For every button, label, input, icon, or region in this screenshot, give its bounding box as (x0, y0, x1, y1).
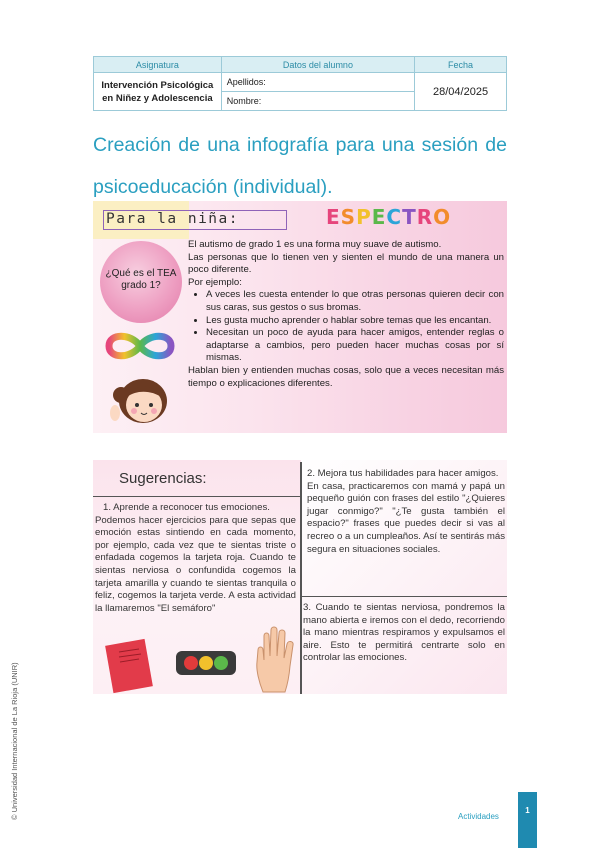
divider-line (93, 496, 300, 497)
red-card-image (101, 638, 159, 694)
intro-line-2: Las personas que lo tienen ven y sienten el mundo de una manera un poco diferente. (188, 251, 504, 276)
suggestions-panel (93, 460, 507, 694)
girl-illustration (107, 367, 179, 429)
header-date-col: Fecha (415, 57, 507, 73)
tea-question: ¿Qué es el TEA grado 1? (105, 268, 177, 291)
open-hand-icon (253, 626, 301, 694)
traffic-light-icon (175, 648, 237, 678)
intro-line-1: El autismo de grado 1 es una forma muy suave de autismo. (188, 239, 442, 250)
closing-text: Hablan bien y entienden muchas cosas, solo que a veces necesitan más tiempo o explicaciones diferentes. (188, 364, 504, 389)
suggestion-2-body: En casa, practicaremos con mamá y papá un pequeño guión con frases del estilo "¿Quieres jugar conmigo?" "¿Te gusta también el espacio?" frases que puedes decir si vas al recreo o a un cumpleaños. Así te sentirás más segura en situaciones sociales. (307, 480, 505, 555)
suggestion-2-title: 2. Mejora tus habilidades para hacer amigos. (307, 468, 499, 479)
examples-list (188, 289, 504, 365)
date-cell: 28/04/2025 (415, 73, 507, 111)
example-label: Por ejemplo: (188, 276, 242, 288)
espectro-logo: ESPECTRO (326, 205, 452, 229)
footer-section: Actividades (458, 812, 499, 821)
subject-cell: Intervención Psicológica en Niñez y Adolescencia (94, 73, 222, 111)
header-subject-col: Asignatura (94, 57, 222, 73)
header-student-col: Datos del alumno (221, 57, 414, 73)
for-the-girl-title: Para la niña: (103, 210, 287, 230)
suggestion-3: 3. Cuando te sientas nerviosa, pondremos la mano abierta e iremos con el dedo, recorriendo la mano mientras respiramos y expulsamos el aire. Esto te permitirá centrarte solo en controlar las emociones. (303, 602, 505, 664)
suggestion-1 (95, 502, 296, 615)
list-item: • Necesitan un poco de ayuda para hacer amigos, entender reglas o adaptarse a cambios, pero pueden hacer muchas cosas por sí mismas. (206, 327, 504, 365)
divider-line (301, 596, 507, 597)
page-number: 1 (518, 792, 537, 848)
infinity-rainbow-icon (103, 329, 177, 363)
suggestion-1-body: Podemos hacer ejercicios para que sepas que emoción estas sintiendo en cada momento, por ejemplo, cada vez que te sientas triste o enfadada cogemos la tarjeta roja. Cuando te sientas nerviosa o confundida cogemos la tarjeta amarilla y cuando te sientas tranquila o feliz, cogemos la tarjeta verde. A esta actividad la llamaremos "El semáforo" (95, 514, 296, 614)
header-table (93, 56, 507, 111)
suggestion-2 (307, 468, 505, 556)
page-title: Creación de una infografía para una sesión de psicoeducación (individual). (93, 134, 507, 198)
suggestions-title: Sugerencias: (119, 470, 207, 487)
surname-label: Apellidos: (221, 73, 414, 92)
copyright-text: © Universidad Internacional de La Rioja (UNIR) (10, 662, 19, 820)
list-item: • A veces les cuesta entender lo que otras personas quieren decir con sus caras, sus gestos o sus bromas. (206, 289, 504, 314)
list-item: • Les gusta mucho aprender o hablar sobre temas que les encantan. (206, 315, 504, 328)
name-label: Nombre: (221, 92, 414, 111)
infographic-panel (93, 201, 507, 433)
suggestion-1-title: 1. Aprende a reconocer tus emociones. (103, 502, 270, 513)
copyright-sidebar (0, 620, 20, 820)
infographic-text (188, 239, 504, 390)
